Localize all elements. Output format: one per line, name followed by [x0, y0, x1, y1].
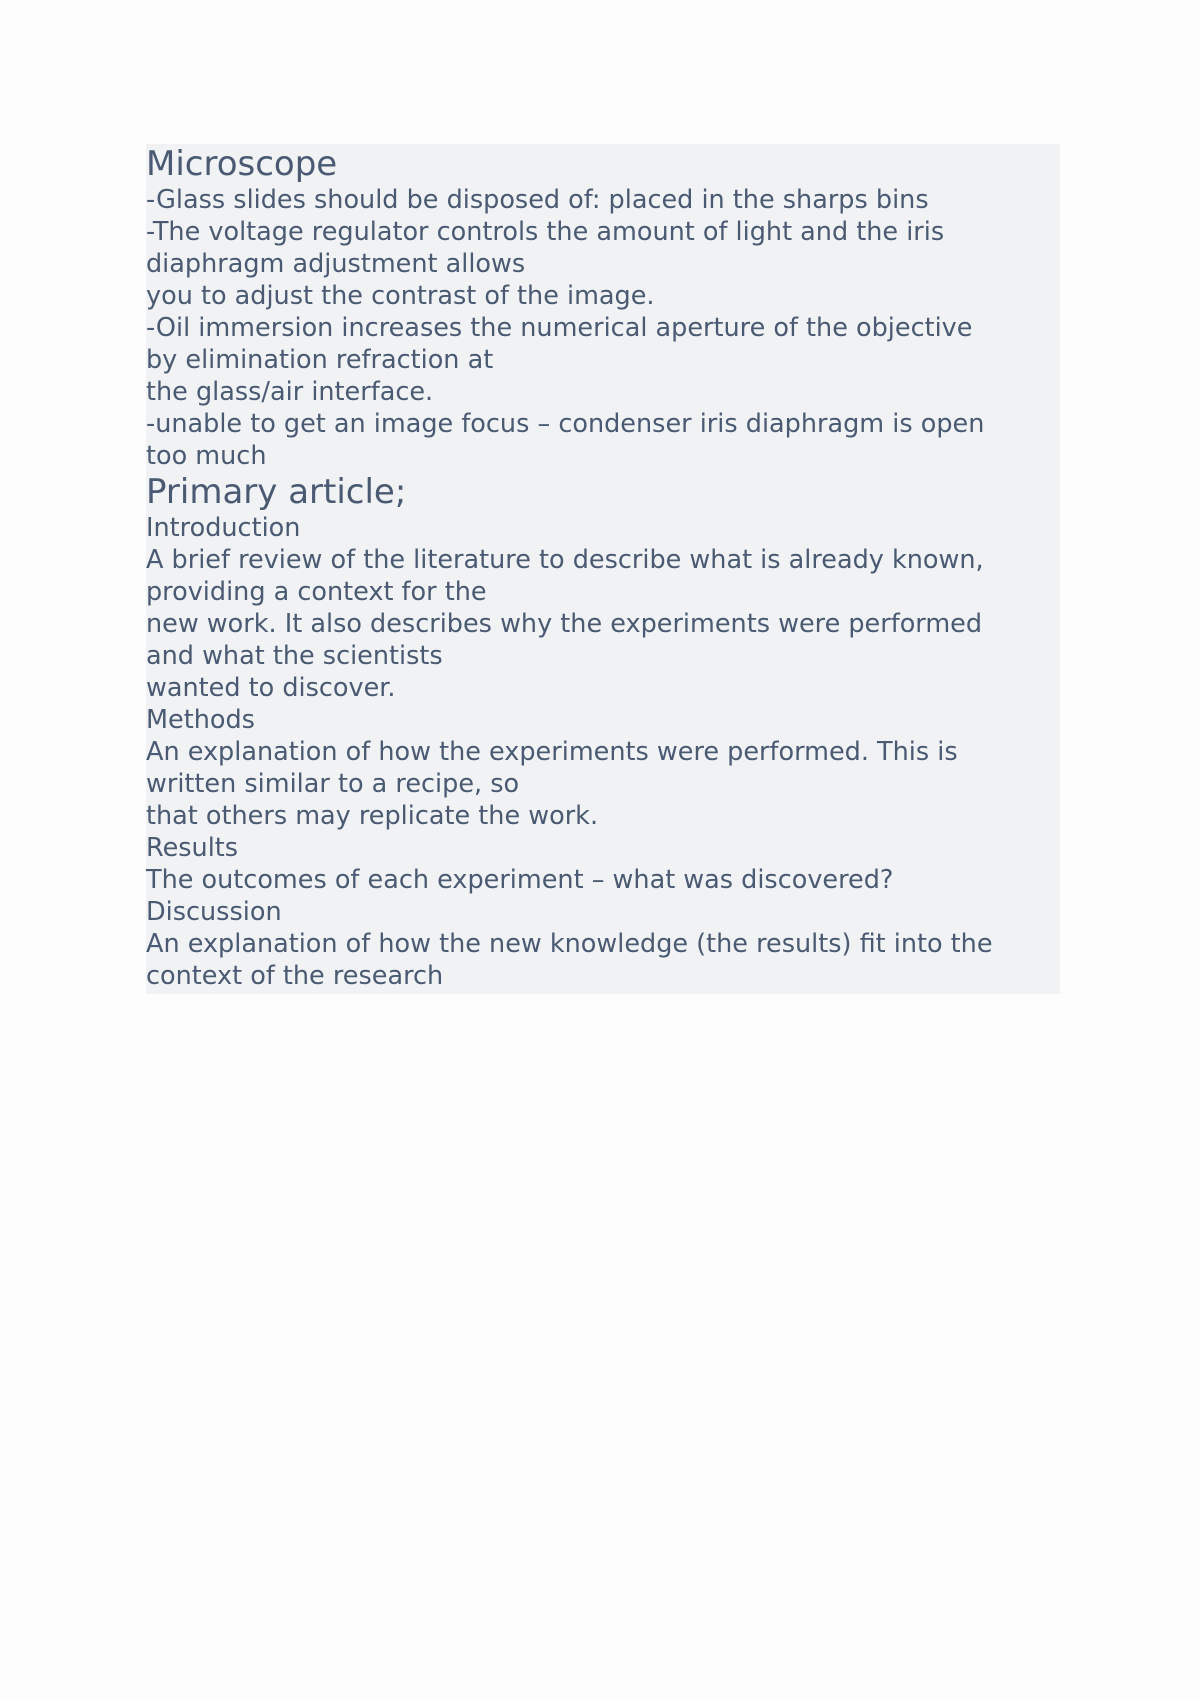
- article-line: An explanation of how the new knowledge (the results) fit into the: [146, 929, 993, 959]
- article-line: written similar to a recipe, so: [146, 769, 520, 799]
- microscope-line: you to adjust the contrast of the image.: [146, 281, 655, 311]
- section-label-methods: Methods: [146, 705, 255, 735]
- article-line: new work. It also describes why the experiments were performed: [146, 609, 983, 639]
- section-label-introduction: Introduction: [146, 513, 301, 543]
- article-line: An explanation of how the experiments were performed. This is: [146, 737, 958, 767]
- article-line: The outcomes of each experiment – what was discovered?: [146, 865, 894, 895]
- microscope-heading: Microscope: [146, 144, 338, 184]
- section-label-discussion: Discussion: [146, 897, 282, 927]
- article-line: wanted to discover.: [146, 673, 396, 703]
- microscope-line: by elimination refraction at: [146, 345, 494, 375]
- microscope-line: -Oil immersion increases the numerical aperture of the objective: [146, 313, 973, 343]
- microscope-line: diaphragm adjustment allows: [146, 249, 526, 279]
- article-line: A brief review of the literature to describe what is already known,: [146, 545, 984, 575]
- article-line: that others may replicate the work.: [146, 801, 599, 831]
- microscope-line: -unable to get an image focus – condenser iris diaphragm is open: [146, 409, 985, 439]
- document-text-block: [146, 144, 1060, 994]
- primary-article-heading: Primary article;: [146, 472, 407, 512]
- article-line: providing a context for the: [146, 577, 487, 607]
- microscope-line: too much: [146, 441, 267, 471]
- microscope-line: -The voltage regulator controls the amount of light and the iris: [146, 217, 945, 247]
- microscope-line: -Glass slides should be disposed of: placed in the sharps bins: [146, 185, 929, 215]
- section-label-results: Results: [146, 833, 239, 863]
- microscope-line: the glass/air interface.: [146, 377, 434, 407]
- article-line: and what the scientists: [146, 641, 443, 671]
- article-line: context of the research: [146, 961, 444, 991]
